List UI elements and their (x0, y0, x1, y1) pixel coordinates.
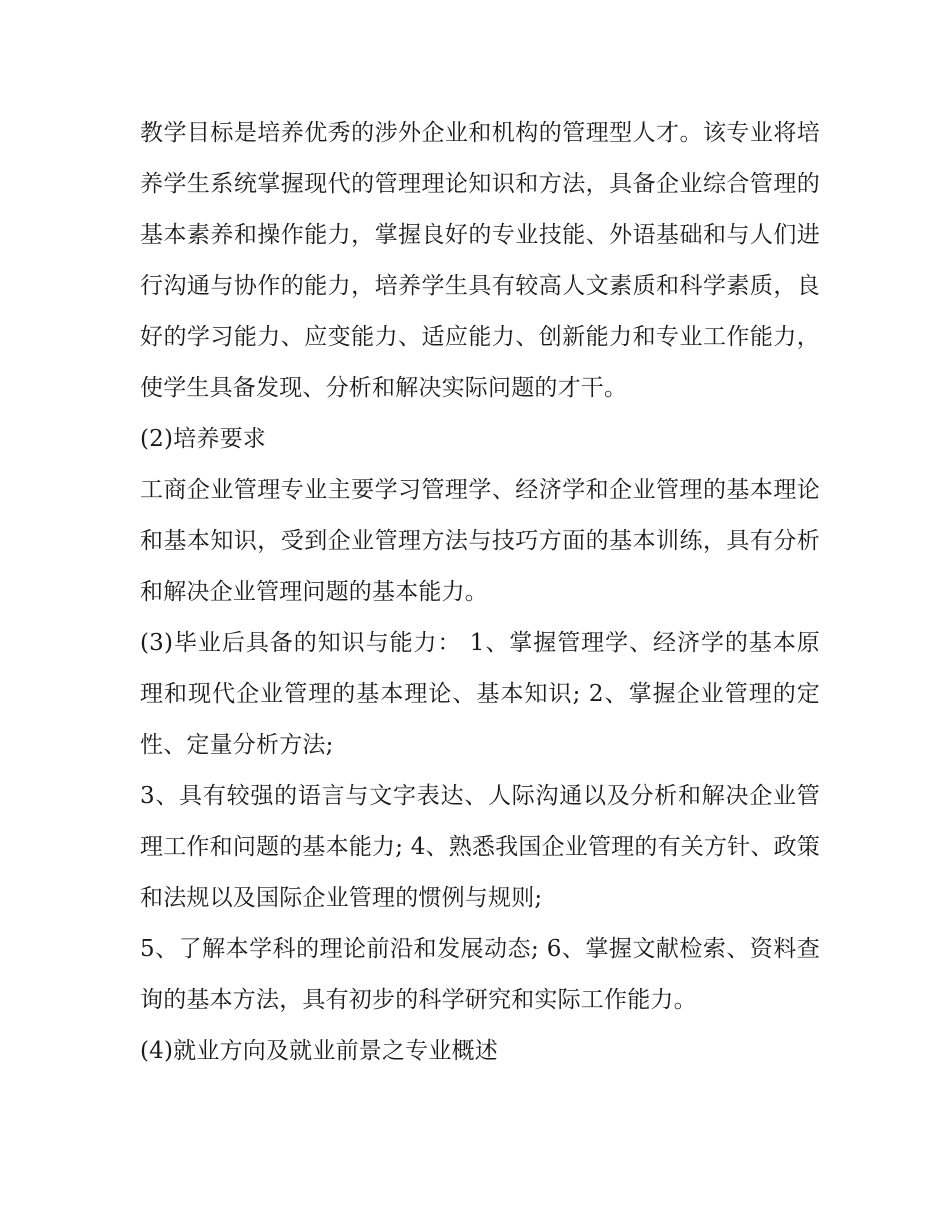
paragraph-training-requirements: 工商企业管理专业主要学习管理学、经济学和企业管理的基本理论和基本知识，受到企业管理方法与技巧方面的基本训练，具有分析和解决企业管理问题的基本能力。 (140, 477, 820, 605)
paragraph-knowledge-abilities-1: (3)毕业后具备的知识与能力： 1、掌握管理学、经济学的基本原理和现代企业管理的基本理论、基本知识; 2、掌握企业管理的定性、定量分析方法; (140, 630, 820, 758)
paragraph-knowledge-abilities-2: 3、具有较强的语言与文字表达、人际沟通以及分析和解决企业管理工作和问题的基本能力; 4、熟悉我国企业管理的有关方针、政策和法规以及国际企业管理的惯例与规则; (140, 783, 820, 911)
paragraph-training-goal: 教学目标是培养优秀的涉外企业和机构的管理型人才。该专业将培养学生系统掌握现代的管理理论知识和方法，具备企业综合管理的基本素养和操作能力，掌握良好的专业技能、外语基础和与人们进行沟通与协作的能力，培养学生具有较高人文素质和科学素质，良好的学习能力、应变能力、适应能力、创新能力和专业工作能力，使学生具备发现、分析和解决实际问题的才干。 (140, 120, 820, 401)
heading-training-requirements: (2)培养要求 (140, 426, 266, 452)
heading-employment-direction: (4)就业方向及就业前景之专业概述 (140, 1038, 498, 1064)
document-body (140, 108, 820, 1077)
paragraph-knowledge-abilities-3: 5、了解本学科的理论前沿和发展动态; 6、掌握文献检索、资料查询的基本方法，具有初步的科学研究和实际工作能力。 (140, 936, 820, 1013)
